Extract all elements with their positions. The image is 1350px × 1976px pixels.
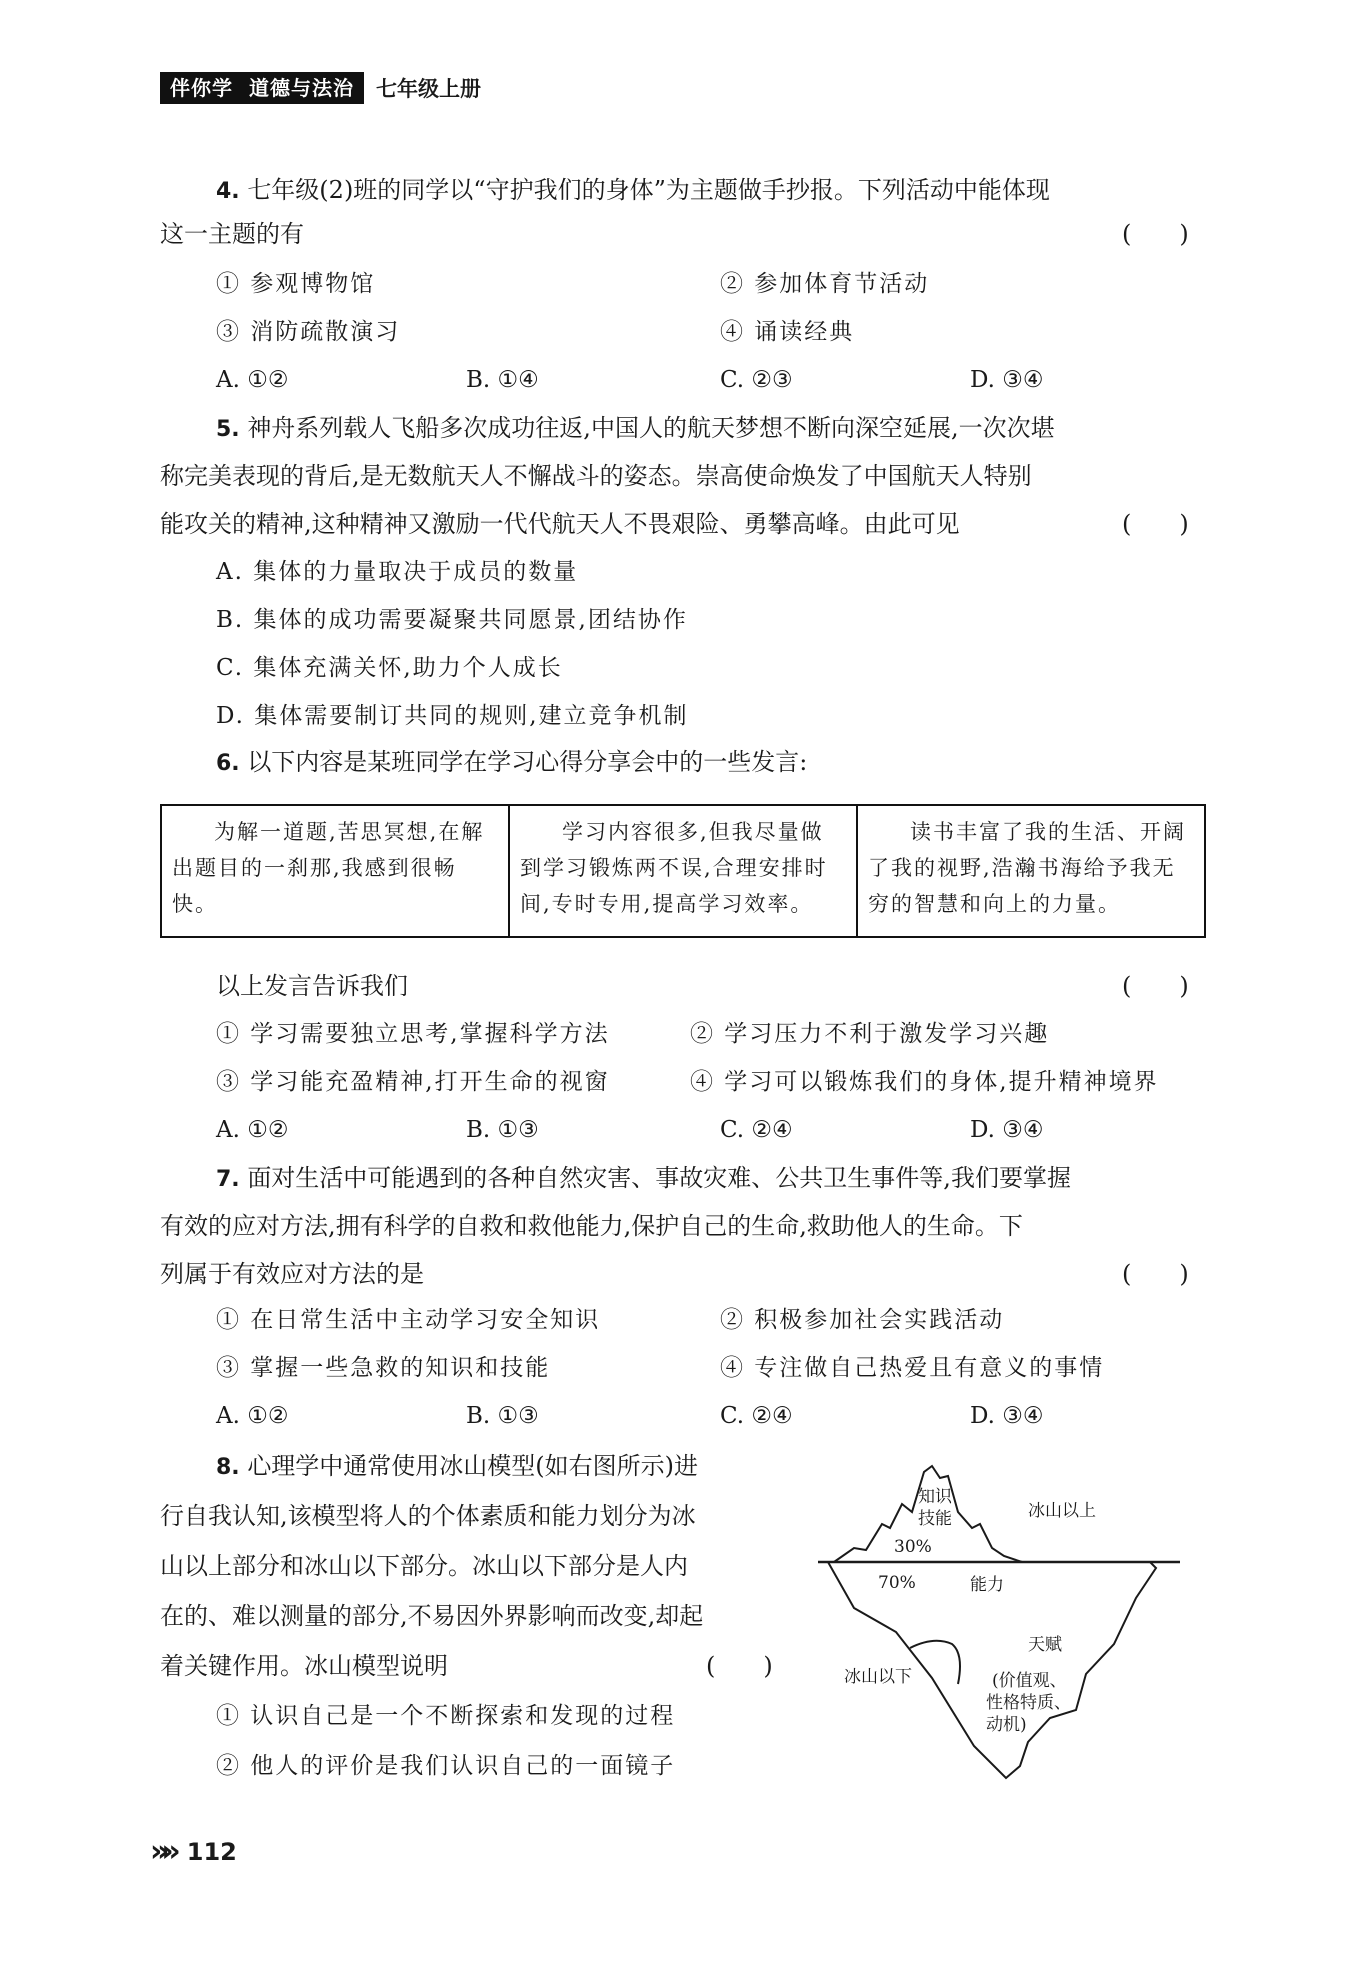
grade-label: 七年级上册 <box>376 77 481 101</box>
q7-choice-a: A. ①② <box>216 1403 289 1429</box>
label-below-pct: 70% <box>878 1573 916 1593</box>
label-talent: 天赋 <box>1028 1635 1062 1655</box>
q6-quotes-table <box>160 804 1206 938</box>
q4-number: 4. <box>216 179 240 204</box>
q4-choice-d: D. ③④ <box>970 367 1044 393</box>
q7-text-1: 面对生活中可能遇到的各种自然灾害、事故灾难、公共卫生事件等,我们要掌握 <box>247 1164 1071 1192</box>
q7-choice-d: D. ③④ <box>970 1403 1044 1429</box>
q4-option-4: ④ 诵读经典 <box>720 319 855 345</box>
label-skills: 技能 <box>918 1509 952 1529</box>
q5-choice-c: C. 集体充满关怀,助力个人成长 <box>216 655 563 681</box>
subject-name: 道德与法治 <box>249 76 354 100</box>
q5-text-2: 称完美表现的背后,是无数航天人不懈战斗的姿态。崇高使命焕发了中国航天人特别 <box>160 462 1032 490</box>
q7-number: 7. <box>216 1167 240 1192</box>
series-name: 伴你学 <box>170 76 233 100</box>
q4-option-2: ② 参加体育节活动 <box>720 271 930 297</box>
q7-choice-c: C. ②④ <box>720 1403 793 1429</box>
q6-option-2: ② 学习压力不利于激发学习兴趣 <box>690 1021 1050 1047</box>
q6-quote-2: 学习内容很多,但我尽量做到学习锻炼两不误,合理安排时间,专时专用,提高学习效率。 <box>508 806 856 936</box>
q7-line-1 <box>216 1162 1071 1196</box>
q5-number: 5. <box>216 417 240 442</box>
divider-stroke <box>910 1641 960 1684</box>
book-series-badge <box>160 72 364 104</box>
q5-choice-b: B. 集体的成功需要凝聚共同愿景,团结协作 <box>216 607 688 633</box>
q7-option-4: ④ 专注做自己热爱且有意义的事情 <box>720 1355 1105 1381</box>
iceberg-model-diagram <box>814 1448 1184 1788</box>
page-number: 112 <box>186 1837 237 1866</box>
q8-line-1 <box>216 1450 698 1484</box>
q4-option-3: ③ 消防疏散演习 <box>216 319 401 345</box>
label-below-waterline: 冰山以下 <box>844 1667 912 1687</box>
q6-choice-c: C. ②④ <box>720 1117 793 1143</box>
q5-text-1: 神舟系列载人飞船多次成功往返,中国人的航天梦想不断向深空延展,一次次堪 <box>247 414 1055 442</box>
q6-stem: 以上发言告诉我们 <box>216 972 408 1000</box>
q5-choice-a: A. 集体的力量取决于成员的数量 <box>216 559 579 585</box>
q6-choice-a: A. ①② <box>216 1117 289 1143</box>
q4-answer-paren: ( ) <box>1122 220 1189 248</box>
q5-choice-d: D. 集体需要制订共同的规则,建立竞争机制 <box>216 703 689 729</box>
q7-choice-b: B. ①③ <box>466 1403 539 1429</box>
label-ability: 能力 <box>970 1575 1004 1595</box>
q7-answer-paren: ( ) <box>1122 1260 1189 1288</box>
q5-answer-paren: ( ) <box>1122 510 1189 538</box>
q8-text-2: 行自我认知,该模型将人的个体素质和能力划分为冰 <box>160 1502 696 1530</box>
q6-choice-b: B. ①③ <box>466 1117 539 1143</box>
q5-line-1 <box>216 412 1055 446</box>
q8-number: 8. <box>216 1455 240 1480</box>
q4-line-1 <box>216 174 1050 208</box>
page-header <box>160 72 481 104</box>
q4-text-2: 这一主题的有 <box>160 220 304 248</box>
q8-text-1: 心理学中通常使用冰山模型(如右图所示)进 <box>247 1452 699 1480</box>
q7-option-2: ② 积极参加社会实践活动 <box>720 1307 1005 1333</box>
q8-option-1: ① 认识自己是一个不断探索和发现的过程 <box>216 1703 676 1729</box>
q8-option-2: ② 他人的评价是我们认识自己的一面镜子 <box>216 1753 676 1779</box>
q6-choice-d: D. ③④ <box>970 1117 1044 1143</box>
q7-option-1: ① 在日常生活中主动学习安全知识 <box>216 1307 601 1333</box>
q4-choice-b: B. ①④ <box>466 367 539 393</box>
label-above-pct: 30% <box>894 1537 932 1557</box>
q8-text-5: 着关键作用。冰山模型说明 <box>160 1652 448 1680</box>
q6-option-3: ③ 学习能充盈精神,打开生命的视窗 <box>216 1069 610 1095</box>
q4-option-1: ① 参观博物馆 <box>216 271 376 297</box>
q4-text-1: 七年级(2)班的同学以“守护我们的身体”为主题做手抄报。下列活动中能体现 <box>247 176 1050 204</box>
chevron-right-icon: »» <box>150 1834 173 1869</box>
q7-text-2: 有效的应对方法,拥有科学的自救和救他能力,保护自己的生命,救助他人的生命。下 <box>160 1212 1023 1240</box>
q6-text-1: 以下内容是某班同学在学习心得分享会中的一些发言: <box>247 748 808 776</box>
q8-text-4: 在的、难以测量的部分,不易因外界影响而改变,却起 <box>160 1602 704 1630</box>
q6-option-1: ① 学习需要独立思考,掌握科学方法 <box>216 1021 610 1047</box>
q6-answer-paren: ( ) <box>1122 972 1189 1000</box>
q6-number: 6. <box>216 751 240 776</box>
talent-note-line-2: 性格特质、 <box>986 1693 1071 1713</box>
q5-text-3: 能攻关的精神,这种精神又激励一代代航天人不畏艰险、勇攀高峰。由此可见 <box>160 510 960 538</box>
q4-choice-a: A. ①② <box>216 367 289 393</box>
q7-option-3: ③ 掌握一些急救的知识和技能 <box>216 1355 551 1381</box>
q7-text-3: 列属于有效应对方法的是 <box>160 1260 424 1288</box>
q8-answer-paren: ( ) <box>706 1652 773 1680</box>
q6-quote-3: 读书丰富了我的生活、开阔了我的视野,浩瀚书海给予我无穷的智慧和向上的力量。 <box>856 806 1204 936</box>
page-footer <box>150 1834 237 1869</box>
q6-quote-1: 为解一道题,苦思冥想,在解出题目的一刹那,我感到很畅快。 <box>172 820 485 916</box>
q4-choice-c: C. ②③ <box>720 367 793 393</box>
q8-text-3: 山以上部分和冰山以下部分。冰山以下部分是人内 <box>160 1552 688 1580</box>
talent-note-line-1: (价值观、 <box>992 1671 1067 1691</box>
q6-option-4: ④ 学习可以锻炼我们的身体,提升精神境界 <box>690 1069 1159 1095</box>
talent-note-line-3: 动机) <box>986 1715 1027 1735</box>
q6-line-1 <box>216 746 807 780</box>
label-above-waterline: 冰山以上 <box>1028 1501 1096 1521</box>
label-knowledge: 知识 <box>918 1487 952 1507</box>
